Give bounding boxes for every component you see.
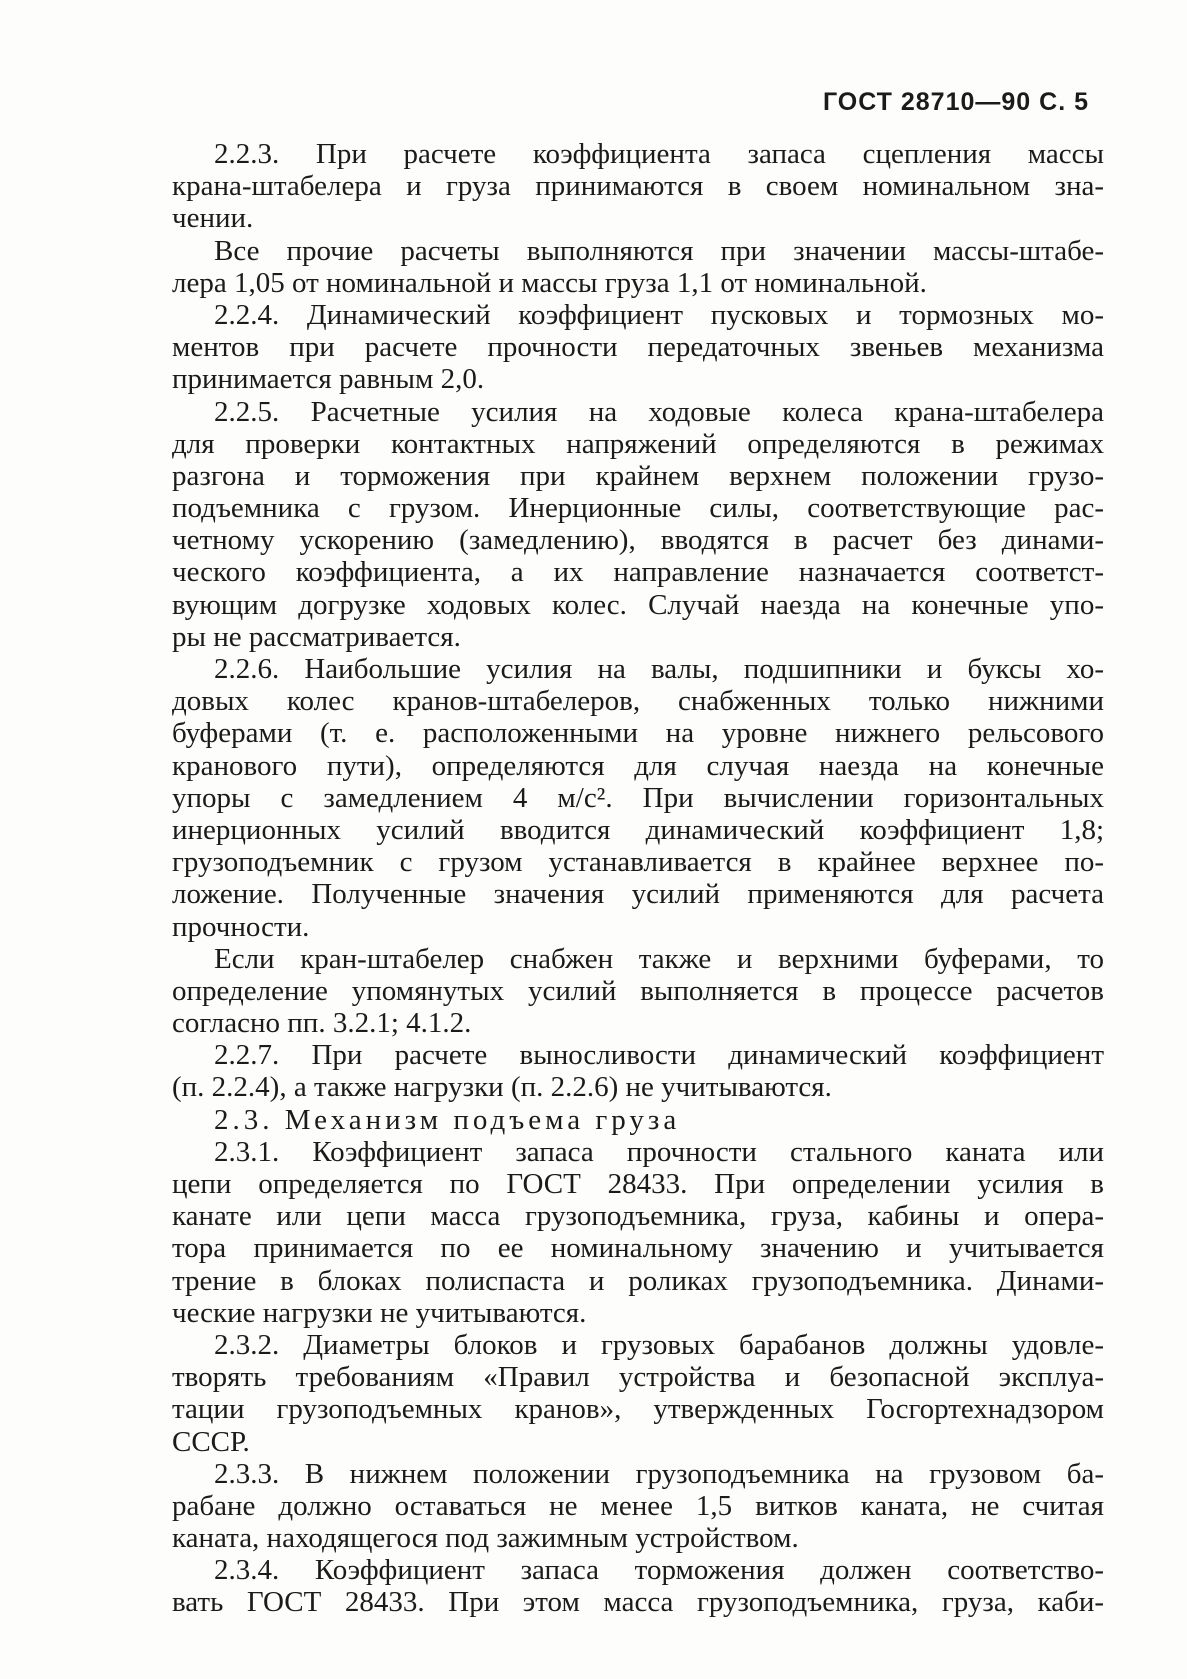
text-line: крана-штабелера и груза принимаются в своем номинальном зна- [172,170,1104,203]
text-line: вать ГОСТ 28433. При этом масса грузоподъемника, груза, каби- [172,1586,1104,1619]
text-line: трение в блоках полиспаста и роликах грузоподъемника. Динами- [172,1264,1104,1297]
text-line: ческие нагрузки не учитываются. [172,1296,587,1329]
text-line: ческого коэффициента, а их направление назначается соответст- [172,556,1104,589]
text-line: рабане должно оставаться не менее 1,5 витков каната, не считая [172,1489,1104,1522]
text-line: 2.2.4. Динамический коэффициент пусковых и тормозных мо- [214,298,1104,331]
text-line: чении. [172,202,254,235]
text-line: подъемника с грузом. Инерционные силы, соответствующие рас- [172,492,1104,525]
text-line: лера 1,05 от номинальной и массы груза 1,1 от номинальной. [172,266,927,299]
text-line: каната, находящегося под зажимным устройством. [172,1522,799,1555]
text-line: четному ускорению (замедлению), вводятся в расчет без динами- [172,524,1104,557]
text-line: прочности. [172,910,310,943]
text-line: ментов при расчете прочности передаточных звеньев механизма [172,331,1104,364]
text-line: грузоподъемник с грузом устанавливается в крайнее верхнее по- [172,846,1104,879]
text-line: 2.3.1. Коэффициент запаса прочности стального каната или [214,1135,1104,1168]
text-line: 2.3.2. Диаметры блоков и грузовых барабанов должны удовле- [214,1328,1104,1361]
text-line: ложение. Полученные значения усилий применяются для расчета [172,878,1104,911]
text-line: Все прочие расчеты выполняются при значении массы-штабе- [214,234,1104,267]
text-line: определение упомянутых усилий выполняется в процессе расчетов [172,974,1104,1007]
page-header: ГОСТ 28710—90 С. 5 [822,88,1089,116]
text-line: СССР. [172,1425,250,1458]
text-line: 2.2.6. Наибольшие усилия на валы, подшипники и буксы хо- [214,653,1104,685]
text-line: упоры с замедлением 4 м/с². При вычислении горизонтальных [172,781,1104,814]
text-line: довых колес кранов-штабелеров, снабженных только нижними [172,685,1104,718]
text-line: инерционных усилий вводится динамический коэффициент 1,8; [172,813,1104,846]
section-heading: 2.3. Механизм подъема груза [214,1103,681,1136]
text-line: ры не рассматривается. [172,620,461,653]
text-line: творять требованиям «Правил устройства и безопасной эксплуа- [172,1361,1104,1394]
text-line: вующим догрузке ходовых колес. Случай наезда на конечные упо- [172,588,1104,621]
text-line: (п. 2.2.4), а также нагрузки (п. 2.2.6) не учитываются. [172,1071,832,1104]
text-line: разгона и торможения при крайнем верхнем положении грузо- [172,459,1104,492]
text-line: тора принимается по ее номинальному значению и учитывается [172,1232,1104,1265]
text-line: буферами (т. е. расположенными на уровне нижнего рельсового [172,717,1104,750]
text-line: 2.2.3. При расчете коэффициента запаса сцепления массы [214,138,1104,170]
text-line: принимается равным 2,0. [172,363,485,396]
text-line: 2.3.4. Коэффициент запаса торможения должен соответство- [214,1554,1104,1587]
text-line: Если кран-штабелер снабжен также и верхними буферами, то [214,942,1104,975]
text-line: согласно пп. 3.2.1; 4.1.2. [172,1007,472,1040]
text-line: кранового пути), определяются для случая наезда на конечные [172,749,1104,782]
text-line: 2.2.5. Расчетные усилия на ходовые колеса крана-штабелера [214,395,1104,428]
document-body [172,138,1104,1619]
text-line: цепи определяется по ГОСТ 28433. При определении усилия в [172,1168,1104,1200]
text-line: для проверки контактных напряжений определяются в режимах [172,427,1104,460]
text-line: 2.3.3. В нижнем положении грузоподъемника на грузовом ба- [214,1457,1104,1490]
text-line: тации грузоподъемных кранов», утвержденных Госгортехнадзором [172,1393,1104,1426]
text-line: канате или цепи масса грузоподъемника, груза, кабины и опера- [172,1200,1104,1233]
text-line: 2.2.7. При расчете выносливости динамический коэффициент [214,1039,1104,1072]
